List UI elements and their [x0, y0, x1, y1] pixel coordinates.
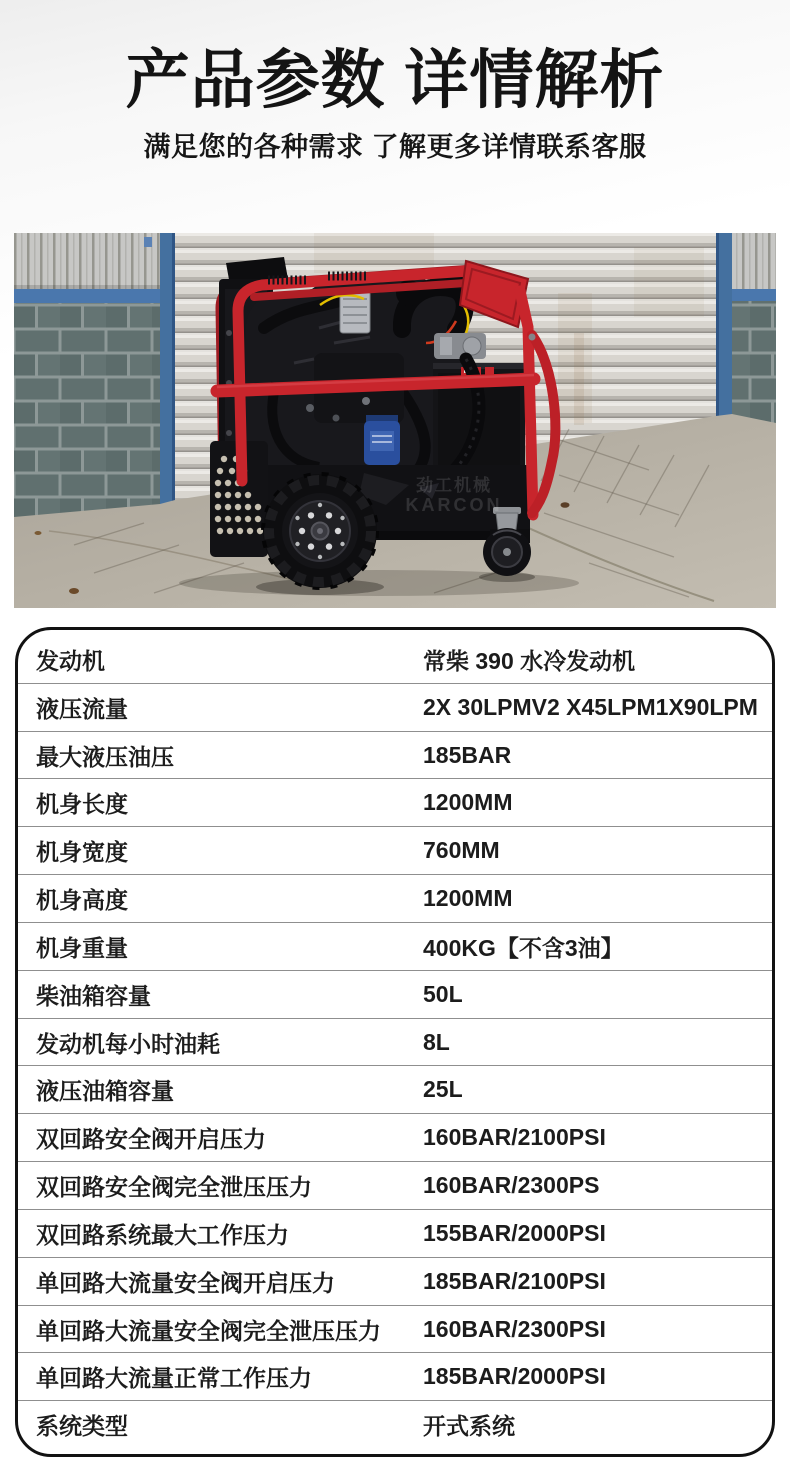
spec-row [18, 1306, 772, 1354]
spec-value: 50L [423, 980, 463, 1007]
spec-label: 单回路大流量安全阀完全泄压压力 [36, 1317, 381, 1344]
spec-value: 2X 30LPMV2 X45LPM1X90LPM [423, 693, 758, 720]
spec-row [18, 636, 772, 684]
spec-row [18, 971, 772, 1019]
oil-filter [364, 415, 400, 465]
spec-value: 160BAR/2300PSI [423, 1315, 606, 1342]
spec-row [18, 875, 772, 923]
spec-label: 发动机每小时油耗 [36, 1030, 220, 1057]
spec-value: 25L [423, 1076, 463, 1103]
spec-label: 双回路系统最大工作压力 [36, 1221, 289, 1248]
spec-label: 机身高度 [36, 887, 128, 914]
spec-row [18, 1019, 772, 1067]
spec-row [18, 684, 772, 732]
spec-value: 1200MM [423, 789, 513, 816]
spec-label: 双回路安全阀完全泄压压力 [36, 1174, 312, 1201]
spec-label: 机身宽度 [36, 839, 128, 866]
spec-row [18, 1258, 772, 1306]
spec-row [18, 1210, 772, 1258]
spec-value: 160BAR/2300PS [423, 1172, 600, 1199]
spec-value: 常柴 390 水冷发动机 [423, 647, 636, 674]
spec-value: 8L [423, 1028, 450, 1055]
left-wall [14, 233, 175, 518]
spec-label: 柴油箱容量 [36, 982, 151, 1009]
spec-value: 160BAR/2100PSI [423, 1124, 606, 1151]
spec-value: 开式系统 [423, 1413, 515, 1440]
spec-value: 400KG【不含3油】 [423, 934, 624, 961]
spec-label: 机身长度 [36, 791, 128, 818]
spec-label: 单回路大流量正常工作压力 [36, 1365, 312, 1392]
product-photo-scene [14, 233, 776, 608]
spec-label: 最大液压油压 [36, 743, 174, 770]
spec-row [18, 1114, 772, 1162]
spec-label: 液压油箱容量 [36, 1078, 174, 1105]
spec-value: 185BAR/2000PSI [423, 1363, 606, 1390]
svg-text:KARCON: KARCON [405, 495, 503, 515]
page-subtitle: 满足您的各种需求 了解更多详情联系客服 [143, 131, 647, 162]
spec-row [18, 1401, 772, 1448]
spec-label: 双回路安全阀开启压力 [36, 1126, 266, 1153]
spec-label: 发动机 [36, 647, 105, 674]
spec-row [18, 779, 772, 827]
spec-value: 185BAR [423, 741, 512, 768]
spec-row [18, 827, 772, 875]
page-title: 产品参数 详情解析 [125, 44, 665, 116]
spec-value: 1200MM [423, 885, 513, 912]
spec-label: 系统类型 [36, 1413, 128, 1440]
spec-value: 155BAR/2000PSI [423, 1219, 606, 1246]
rubber-wheel [263, 474, 377, 588]
spec-row [18, 1162, 772, 1210]
right-wall [716, 233, 776, 429]
ecu-box [340, 291, 370, 333]
spec-table [15, 627, 775, 1457]
header [0, 0, 790, 163]
product-photo [14, 233, 776, 608]
spec-value: 760MM [423, 837, 500, 864]
spec-row [18, 1066, 772, 1114]
spec-row [18, 732, 772, 780]
spec-row [18, 923, 772, 971]
leaf-debris [561, 502, 570, 508]
spec-label: 机身重量 [36, 934, 128, 961]
spec-value: 185BAR/2100PSI [423, 1267, 606, 1294]
brand-watermark [406, 475, 503, 515]
spec-row [18, 1353, 772, 1401]
spec-label: 液压流量 [36, 695, 128, 722]
svg-text:劲工机械: 劲工机械 [416, 476, 492, 495]
spec-label: 单回路大流量安全阀开启压力 [36, 1269, 335, 1296]
